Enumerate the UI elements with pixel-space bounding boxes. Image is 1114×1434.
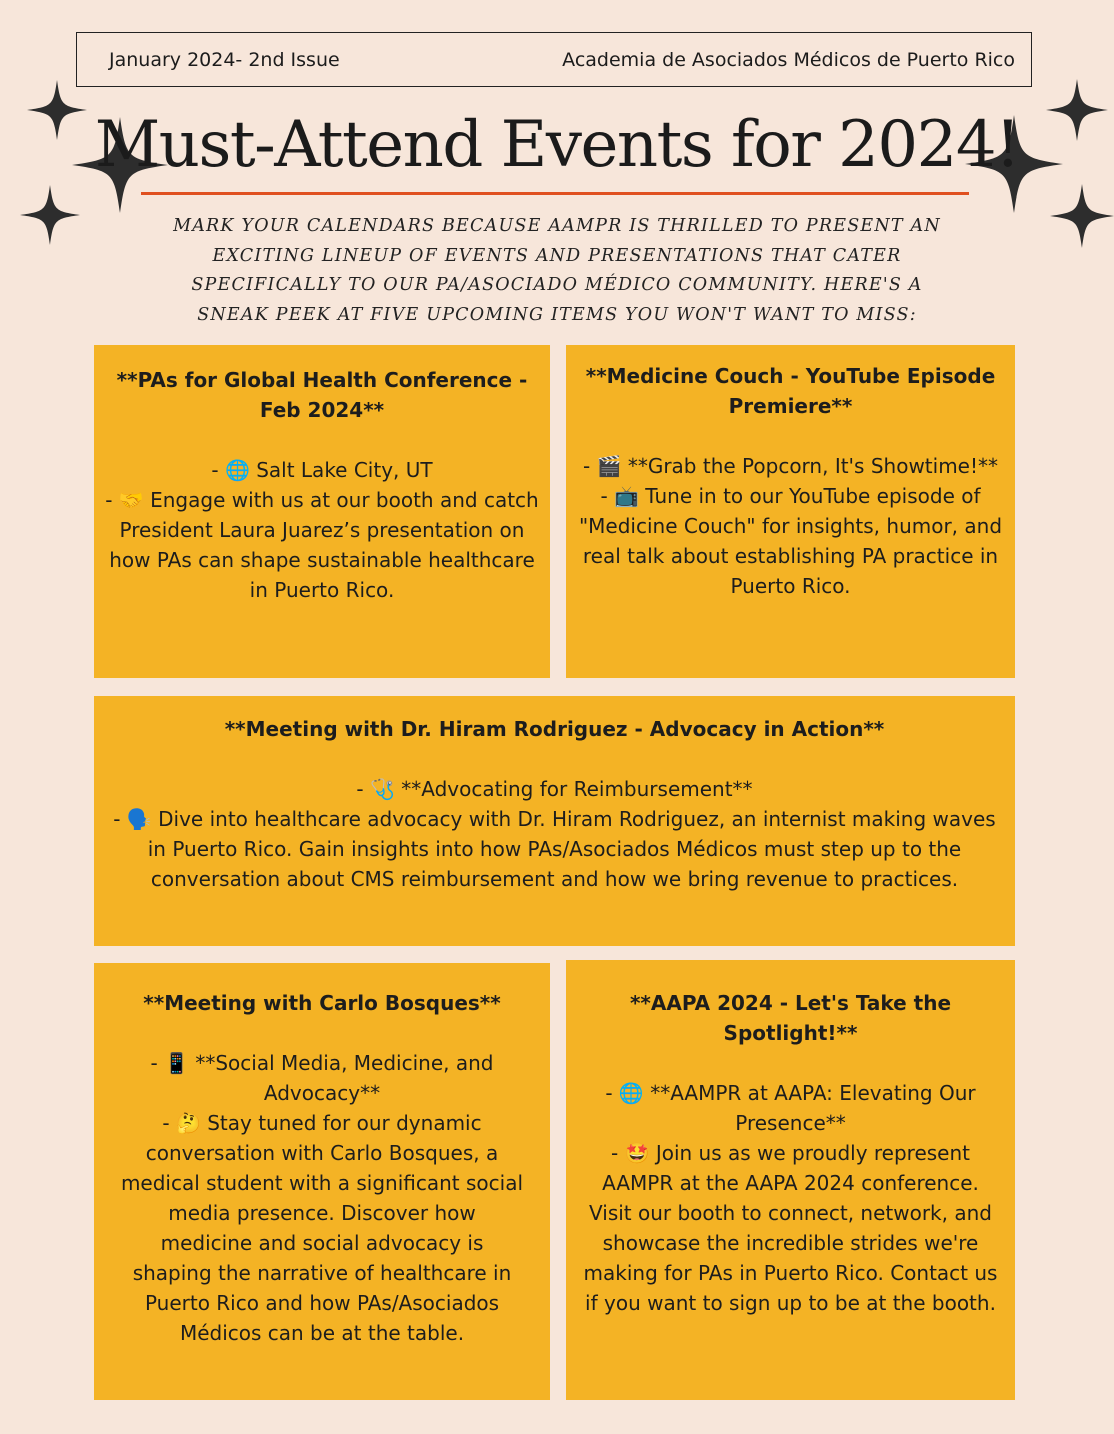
event-card-global-health xyxy=(94,345,550,678)
event-card-carlo-bosques xyxy=(94,963,550,1400)
organization-name: Academia de Asociados Médicos de Puerto Rico xyxy=(562,48,1015,71)
event-line: - 🌐 Salt Lake City, UT xyxy=(211,458,433,482)
event-line: - 🩺 **Advocating for Reimbursement** xyxy=(356,777,753,801)
event-line: - 🤝 Engage with us at our booth and catch President Laura Juarez’s presentation on how PAs can shape sustainable healthcare in Puerto Rico. xyxy=(105,488,539,602)
event-line: - 🌐 **AAMPR at AAPA: Elevating Our Presence** xyxy=(605,1081,976,1135)
event-title: **Medicine Couch - YouTube Episode Premiere** xyxy=(585,364,996,418)
event-card-medicine-couch xyxy=(566,345,1015,678)
sparkle-icon xyxy=(20,178,80,252)
issue-header xyxy=(76,32,1032,87)
event-line: - 📺 Tune in to our YouTube episode of "Medicine Couch" for insights, humor, and real talk about establishing PA practice in Puerto Rico. xyxy=(578,484,1003,598)
event-card-hiram-rodriguez xyxy=(94,696,1015,946)
event-line: - 📱 **Social Media, Medicine, and Advocacy** xyxy=(150,1051,494,1105)
event-line: - 🎬 **Grab the Popcorn, It's Showtime!** xyxy=(583,454,998,478)
event-line: - 🗣️ Dive into healthcare advocacy with Dr. Hiram Rodriguez, an internist making waves in Puerto Rico. Gain insights into how PAs/Asociados Médicos must step up to the conversation about CMS reimbursement and how we bring revenue to practices. xyxy=(113,807,996,891)
intro-text: MARK YOUR CALENDARS BECAUSE AAMPR IS THRILLED TO PRESENT AN EXCITING LINEUP OF EVENTS AND PRESENTATIONS THAT CATER SPECIFICALLY TO OUR PA/ASOCIADO MÉDICO COMMUNITY. HERE'S A SNEAK PEEK AT FIVE UPCOMING ITEMS YOU WON'T WANT TO MISS: xyxy=(173,216,941,325)
event-line: - 🤔 Stay tuned for our dynamic conversation with Carlo Bosques, a medical student with a significant social media presence. Discover how medicine and social advocacy is shaping the narrative of healthcare in Puerto Rico and how PAs/Asociados Médicos can be at the table. xyxy=(120,1111,524,1345)
event-card-aapa-2024 xyxy=(566,960,1015,1400)
title-underline xyxy=(141,192,969,195)
issue-date: January 2024- 2nd Issue xyxy=(109,48,340,71)
event-title: **PAs for Global Health Conference - Feb 2024** xyxy=(116,368,528,422)
event-title: **AAPA 2024 - Let's Take the Spotlight!** xyxy=(629,991,952,1045)
page-title: Must-Attend Events for 2024! xyxy=(94,108,1020,182)
sparkle-icon xyxy=(1050,178,1114,254)
event-line: - 🤩 Join us as we proudly represent AAMPR at the AAPA 2024 conference. Visit our booth to connect, network, and showcase the incredible strides we're making for PAs in Puerto Rico. Contact us if you want to sign up to be at the booth. xyxy=(583,1141,998,1315)
event-title: **Meeting with Dr. Hiram Rodriguez - Advocacy in Action** xyxy=(224,717,885,741)
event-title: **Meeting with Carlo Bosques** xyxy=(143,991,501,1015)
